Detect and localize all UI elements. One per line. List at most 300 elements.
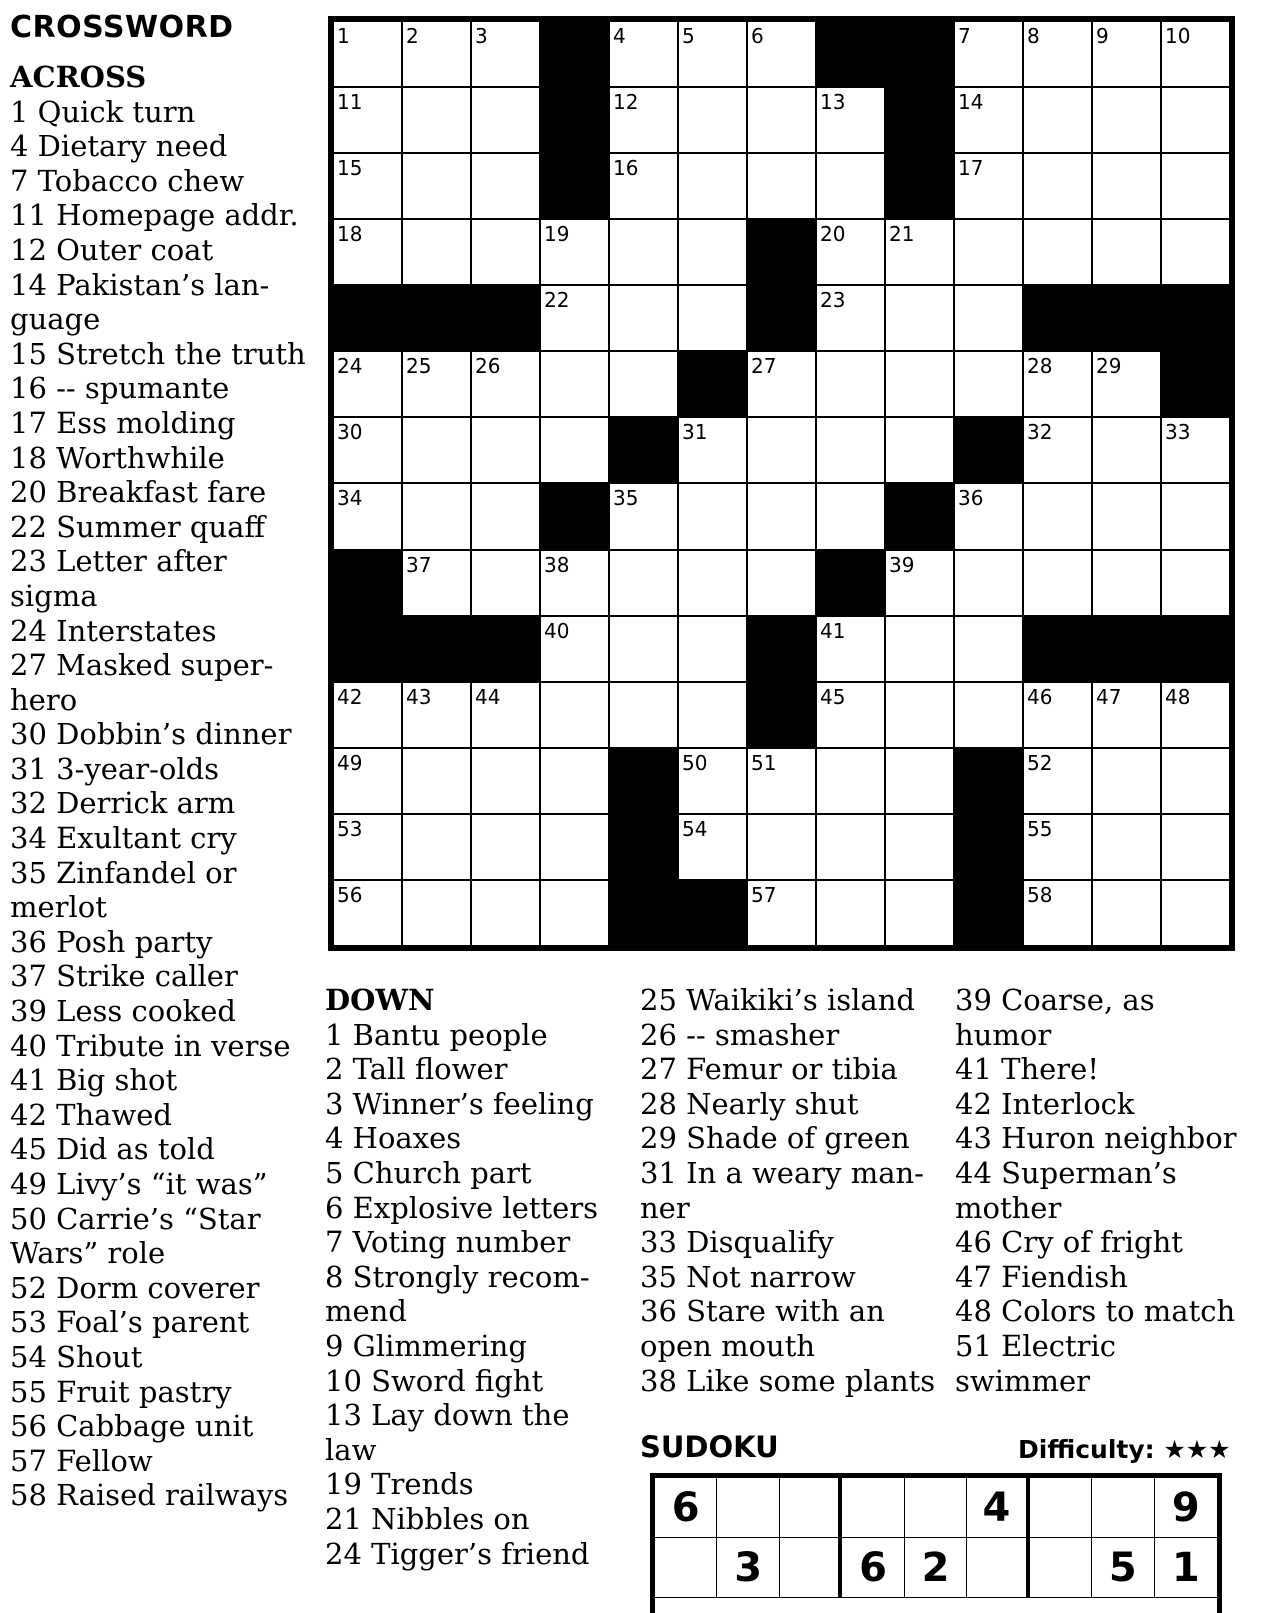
grid-cell[interactable] bbox=[955, 484, 1022, 548]
black-square bbox=[748, 220, 815, 284]
grid-cell[interactable] bbox=[334, 484, 401, 548]
grid-cell[interactable] bbox=[1093, 484, 1160, 548]
grid-cell[interactable] bbox=[817, 418, 884, 482]
grid-cell[interactable] bbox=[955, 352, 1022, 416]
grid-cell[interactable] bbox=[1024, 815, 1091, 879]
clue-item: 31 In a weary man- ner bbox=[640, 1155, 924, 1225]
black-square bbox=[817, 22, 884, 86]
clue-item: 2 Tall flower bbox=[325, 1052, 508, 1087]
grid-cell[interactable] bbox=[1093, 551, 1160, 615]
grid-cell[interactable] bbox=[403, 484, 470, 548]
clue-item: 39 Less cooked bbox=[10, 994, 236, 1029]
clue-item: 51 Electric swimmer bbox=[955, 1328, 1117, 1398]
grid-cell[interactable] bbox=[1162, 881, 1229, 945]
grid-cell[interactable] bbox=[403, 551, 470, 615]
sudoku-cell: 9 bbox=[1155, 1478, 1217, 1538]
black-square bbox=[748, 683, 815, 747]
clue-number: 38 bbox=[544, 552, 570, 577]
grid-cell[interactable] bbox=[403, 881, 470, 945]
grid-cell[interactable] bbox=[1093, 154, 1160, 218]
grid-cell[interactable] bbox=[1162, 749, 1229, 813]
clue-item: 17 Ess molding bbox=[10, 405, 236, 440]
grid-cell[interactable] bbox=[1024, 881, 1091, 945]
black-square bbox=[886, 88, 953, 152]
grid-cell[interactable] bbox=[334, 418, 401, 482]
grid-cell[interactable] bbox=[886, 352, 953, 416]
clue-item: 55 Fruit pastry bbox=[10, 1374, 232, 1409]
clue-item: 3 Winner’s feeling bbox=[325, 1086, 594, 1121]
clue-number: 14 bbox=[958, 90, 984, 115]
grid-cell[interactable] bbox=[886, 815, 953, 879]
grid-cell[interactable] bbox=[334, 815, 401, 879]
grid-cell[interactable] bbox=[679, 683, 746, 747]
grid-cell[interactable] bbox=[679, 418, 746, 482]
grid-cell[interactable] bbox=[955, 154, 1022, 218]
sudoku-cell: 6 bbox=[655, 1478, 717, 1538]
black-square bbox=[1024, 617, 1091, 681]
black-square bbox=[817, 551, 884, 615]
clue-number: 16 bbox=[613, 156, 639, 181]
down-clue-list-1 bbox=[325, 1018, 625, 1572]
clue-item: 10 Sword fight bbox=[325, 1363, 544, 1398]
clue-number: 3 bbox=[475, 24, 488, 48]
grid-cell[interactable] bbox=[817, 617, 884, 681]
clue-item: 54 Shout bbox=[10, 1339, 143, 1374]
black-square bbox=[748, 286, 815, 350]
grid-cell[interactable] bbox=[403, 154, 470, 218]
grid-cell[interactable] bbox=[817, 286, 884, 350]
grid-cell[interactable] bbox=[1162, 22, 1229, 86]
clue-item: 58 Raised railways bbox=[10, 1478, 289, 1513]
grid-cell[interactable] bbox=[817, 881, 884, 945]
black-square bbox=[334, 617, 401, 681]
clue-number: 42 bbox=[337, 684, 363, 709]
grid-cell[interactable] bbox=[817, 484, 884, 548]
grid-cell[interactable] bbox=[886, 418, 953, 482]
grid-cell[interactable] bbox=[1162, 220, 1229, 284]
grid-cell[interactable] bbox=[610, 88, 677, 152]
clue-number: 52 bbox=[1027, 750, 1053, 775]
black-square bbox=[1093, 617, 1160, 681]
sudoku-cell[interactable] bbox=[655, 1538, 717, 1598]
grid-cell[interactable] bbox=[1162, 88, 1229, 152]
grid-cell[interactable] bbox=[1162, 484, 1229, 548]
clue-item: 42 Thawed bbox=[10, 1097, 172, 1132]
clue-item: 6 Explosive letters bbox=[325, 1190, 599, 1225]
grid-cell[interactable] bbox=[955, 88, 1022, 152]
clue-number: 44 bbox=[475, 684, 501, 709]
sudoku-cell[interactable] bbox=[842, 1478, 904, 1538]
grid-cell[interactable] bbox=[679, 815, 746, 879]
down-clues-column-1 bbox=[325, 983, 625, 1571]
grid-cell[interactable] bbox=[955, 551, 1022, 615]
sudoku-cell[interactable] bbox=[1030, 1538, 1092, 1598]
clue-number: 34 bbox=[337, 486, 363, 511]
crossword-grid bbox=[328, 16, 1235, 951]
sudoku-cell[interactable] bbox=[780, 1538, 842, 1598]
clue-item: 23 Letter after sigma bbox=[10, 544, 227, 613]
grid-cell[interactable] bbox=[955, 683, 1022, 747]
grid-cell[interactable] bbox=[1024, 484, 1091, 548]
clue-item: 1 Quick turn bbox=[10, 94, 196, 129]
clue-item: 18 Worthwhile bbox=[10, 440, 225, 475]
clue-item: 27 Femur or tibia bbox=[640, 1052, 898, 1087]
grid-cell[interactable] bbox=[748, 88, 815, 152]
clue-item: 7 Voting number bbox=[325, 1225, 571, 1260]
crossword-title: CROSSWORD bbox=[10, 10, 234, 45]
black-square bbox=[403, 286, 470, 350]
grid-cell[interactable] bbox=[1162, 154, 1229, 218]
grid-cell[interactable] bbox=[472, 815, 539, 879]
grid-cell[interactable] bbox=[472, 88, 539, 152]
clue-number: 33 bbox=[1165, 420, 1191, 445]
black-square bbox=[955, 749, 1022, 813]
grid-cell[interactable] bbox=[472, 154, 539, 218]
grid-cell[interactable] bbox=[679, 484, 746, 548]
clue-item: 24 Tigger’s friend bbox=[325, 1536, 590, 1571]
grid-cell[interactable] bbox=[610, 484, 677, 548]
grid-cell[interactable] bbox=[334, 683, 401, 747]
black-square bbox=[610, 418, 677, 482]
clue-number: 30 bbox=[337, 420, 363, 445]
grid-cell[interactable] bbox=[1162, 815, 1229, 879]
clue-number: 29 bbox=[1096, 354, 1122, 379]
grid-cell[interactable] bbox=[541, 352, 608, 416]
clue-item: 4 Dietary need bbox=[10, 129, 228, 164]
grid-cell[interactable] bbox=[748, 551, 815, 615]
black-square bbox=[955, 815, 1022, 879]
grid-cell[interactable] bbox=[748, 352, 815, 416]
clue-number: 28 bbox=[1027, 354, 1053, 379]
grid-cell[interactable] bbox=[955, 617, 1022, 681]
grid-cell[interactable] bbox=[1093, 22, 1160, 86]
grid-cell[interactable] bbox=[1162, 551, 1229, 615]
clue-number: 6 bbox=[751, 24, 764, 48]
clue-number: 43 bbox=[406, 684, 432, 709]
grid-cell[interactable] bbox=[748, 154, 815, 218]
grid-cell[interactable] bbox=[886, 683, 953, 747]
sudoku-title: SUDOKU bbox=[640, 1430, 779, 1464]
grid-cell[interactable] bbox=[541, 551, 608, 615]
grid-cell[interactable] bbox=[472, 749, 539, 813]
grid-cell[interactable] bbox=[817, 815, 884, 879]
grid-cell[interactable] bbox=[1024, 683, 1091, 747]
grid-cell[interactable] bbox=[472, 352, 539, 416]
grid-cell[interactable] bbox=[817, 220, 884, 284]
black-square bbox=[334, 551, 401, 615]
grid-cell[interactable] bbox=[955, 22, 1022, 86]
clue-item: 12 Outer coat bbox=[10, 232, 214, 267]
clue-item: 48 Colors to match bbox=[955, 1294, 1236, 1329]
clue-item: 30 Dobbin’s dinner bbox=[10, 717, 292, 752]
grid-cell[interactable] bbox=[472, 22, 539, 86]
black-square bbox=[955, 418, 1022, 482]
sudoku-cell: 5 bbox=[1092, 1538, 1154, 1598]
clue-item: 46 Cry of fright bbox=[955, 1225, 1183, 1260]
clue-item: 44 Superman’s mother bbox=[955, 1155, 1177, 1225]
grid-cell[interactable] bbox=[472, 551, 539, 615]
black-square bbox=[334, 286, 401, 350]
grid-cell[interactable] bbox=[1024, 551, 1091, 615]
clue-number: 35 bbox=[613, 486, 639, 511]
grid-cell[interactable] bbox=[610, 617, 677, 681]
grid-cell[interactable] bbox=[748, 418, 815, 482]
clue-number: 45 bbox=[820, 684, 846, 709]
black-square bbox=[610, 881, 677, 945]
grid-cell[interactable] bbox=[334, 154, 401, 218]
clue-number: 36 bbox=[958, 486, 984, 511]
grid-cell[interactable] bbox=[541, 815, 608, 879]
grid-cell[interactable] bbox=[610, 683, 677, 747]
clue-item: 25 Waikiki’s island bbox=[640, 983, 915, 1017]
black-square bbox=[472, 286, 539, 350]
clue-item: 26 -- smasher bbox=[640, 1017, 840, 1052]
clue-number: 48 bbox=[1165, 684, 1191, 709]
grid-cell[interactable] bbox=[541, 749, 608, 813]
clue-item: 28 Nearly shut bbox=[640, 1086, 859, 1121]
grid-cell[interactable] bbox=[886, 220, 953, 284]
black-square bbox=[1093, 286, 1160, 350]
grid-cell[interactable] bbox=[403, 88, 470, 152]
clue-item: 45 Did as told bbox=[10, 1132, 215, 1167]
clue-number: 2 bbox=[406, 24, 419, 48]
clue-item: 24 Interstates bbox=[10, 613, 217, 648]
grid-cell[interactable] bbox=[1024, 749, 1091, 813]
grid-cell[interactable] bbox=[334, 88, 401, 152]
grid-cell[interactable] bbox=[679, 220, 746, 284]
clue-item: 16 -- spumante bbox=[10, 371, 230, 406]
clue-number: 1 bbox=[337, 24, 350, 48]
clue-item: 27 Masked super- hero bbox=[10, 648, 274, 717]
grid-cell[interactable] bbox=[817, 749, 884, 813]
clue-number: 46 bbox=[1027, 684, 1053, 709]
grid-cell[interactable] bbox=[403, 220, 470, 284]
grid-cell[interactable] bbox=[1162, 418, 1229, 482]
clue-item: 35 Not narrow bbox=[640, 1259, 856, 1294]
grid-cell[interactable] bbox=[679, 617, 746, 681]
down-clue-list-3 bbox=[955, 983, 1255, 1398]
grid-cell[interactable] bbox=[748, 22, 815, 86]
grid-cell[interactable] bbox=[886, 551, 953, 615]
grid-cell[interactable] bbox=[886, 749, 953, 813]
grid-cell[interactable] bbox=[1024, 88, 1091, 152]
clue-number: 55 bbox=[1027, 816, 1053, 841]
sudoku-cell[interactable] bbox=[1030, 1478, 1092, 1538]
clue-number: 15 bbox=[337, 156, 363, 181]
clue-item: 7 Tobacco chew bbox=[10, 163, 245, 198]
clue-number: 32 bbox=[1027, 420, 1053, 445]
clue-number: 24 bbox=[337, 354, 363, 379]
clue-item: 39 Coarse, as humor bbox=[955, 983, 1155, 1052]
grid-cell[interactable] bbox=[1093, 881, 1160, 945]
grid-cell[interactable] bbox=[748, 815, 815, 879]
grid-cell[interactable] bbox=[334, 881, 401, 945]
grid-cell[interactable] bbox=[817, 88, 884, 152]
grid-cell[interactable] bbox=[886, 286, 953, 350]
clue-item: 1 Bantu people bbox=[325, 1017, 548, 1052]
black-square bbox=[403, 617, 470, 681]
black-square bbox=[541, 484, 608, 548]
grid-cell[interactable] bbox=[1024, 154, 1091, 218]
clue-item: 20 Breakfast fare bbox=[10, 475, 267, 510]
clue-item: 38 Like some plants bbox=[640, 1363, 936, 1398]
clue-number: 5 bbox=[682, 24, 695, 48]
grid-cell[interactable] bbox=[403, 22, 470, 86]
grid-cell[interactable] bbox=[886, 881, 953, 945]
black-square bbox=[472, 617, 539, 681]
black-square bbox=[679, 352, 746, 416]
black-square bbox=[1162, 286, 1229, 350]
clue-number: 18 bbox=[337, 222, 363, 247]
grid-cell[interactable] bbox=[817, 154, 884, 218]
grid-cell[interactable] bbox=[610, 154, 677, 218]
grid-cell[interactable] bbox=[817, 683, 884, 747]
clue-number: 40 bbox=[544, 618, 570, 643]
down-clues-column-2 bbox=[640, 983, 940, 1398]
clue-item: 47 Fiendish bbox=[955, 1259, 1128, 1294]
black-square bbox=[886, 154, 953, 218]
grid-cell[interactable] bbox=[679, 154, 746, 218]
grid-cell[interactable] bbox=[886, 617, 953, 681]
grid-cell[interactable] bbox=[1093, 220, 1160, 284]
grid-cell[interactable] bbox=[610, 352, 677, 416]
black-square bbox=[748, 617, 815, 681]
grid-cell[interactable] bbox=[1024, 352, 1091, 416]
sudoku-cell: 1 bbox=[1155, 1538, 1217, 1598]
grid-cell[interactable] bbox=[541, 286, 608, 350]
grid-cell[interactable] bbox=[817, 352, 884, 416]
grid-cell[interactable] bbox=[541, 617, 608, 681]
grid-cell[interactable] bbox=[748, 749, 815, 813]
clue-item: 32 Derrick arm bbox=[10, 786, 236, 821]
grid-cell[interactable] bbox=[1093, 352, 1160, 416]
clue-item: 57 Fellow bbox=[10, 1443, 153, 1478]
clue-item: 43 Huron neighbor bbox=[955, 1121, 1237, 1156]
grid-cell[interactable] bbox=[610, 220, 677, 284]
grid-cell[interactable] bbox=[610, 286, 677, 350]
grid-cell[interactable] bbox=[403, 749, 470, 813]
grid-cell[interactable] bbox=[334, 220, 401, 284]
grid-cell[interactable] bbox=[472, 418, 539, 482]
grid-cell[interactable] bbox=[679, 22, 746, 86]
grid-cell[interactable] bbox=[541, 683, 608, 747]
clue-number: 39 bbox=[889, 552, 915, 577]
clue-item: 40 Tribute in verse bbox=[10, 1028, 291, 1063]
clue-number: 57 bbox=[751, 882, 777, 907]
grid-cell[interactable] bbox=[403, 683, 470, 747]
grid-cell[interactable] bbox=[748, 484, 815, 548]
clue-number: 4 bbox=[613, 24, 626, 48]
clue-item: 37 Strike caller bbox=[10, 959, 238, 994]
grid-cell[interactable] bbox=[334, 749, 401, 813]
sudoku-cell[interactable] bbox=[717, 1478, 779, 1538]
grid-cell[interactable] bbox=[1024, 220, 1091, 284]
sudoku-cell[interactable] bbox=[967, 1538, 1029, 1598]
grid-cell[interactable] bbox=[472, 881, 539, 945]
clue-item: 42 Interlock bbox=[955, 1086, 1135, 1121]
sudoku-cell[interactable] bbox=[1092, 1478, 1154, 1538]
grid-cell[interactable] bbox=[955, 220, 1022, 284]
clue-number: 25 bbox=[406, 354, 432, 379]
grid-cell[interactable] bbox=[1093, 88, 1160, 152]
sudoku-difficulty: Difficulty: ★★★ bbox=[1018, 1435, 1231, 1464]
sudoku-cell[interactable] bbox=[905, 1478, 967, 1538]
clue-item: 34 Exultant cry bbox=[10, 821, 237, 856]
clue-number: 58 bbox=[1027, 882, 1053, 907]
sudoku-cell[interactable] bbox=[780, 1478, 842, 1538]
grid-cell[interactable] bbox=[748, 881, 815, 945]
clue-item: 50 Carrie’s “Star Wars” role bbox=[10, 1201, 261, 1271]
grid-cell[interactable] bbox=[1093, 683, 1160, 747]
grid-cell[interactable] bbox=[679, 286, 746, 350]
down-clue-list-2 bbox=[640, 983, 940, 1398]
grid-cell[interactable] bbox=[1093, 815, 1160, 879]
clue-number: 27 bbox=[751, 354, 777, 379]
grid-cell[interactable] bbox=[541, 220, 608, 284]
grid-cell[interactable] bbox=[541, 418, 608, 482]
across-clue-list bbox=[10, 95, 310, 1513]
clue-number: 54 bbox=[682, 816, 708, 841]
black-square bbox=[1162, 617, 1229, 681]
grid-cell[interactable] bbox=[334, 22, 401, 86]
grid-cell[interactable] bbox=[403, 418, 470, 482]
clue-item: 14 Pakistan’s lan- guage bbox=[10, 267, 270, 337]
grid-cell[interactable] bbox=[403, 352, 470, 416]
grid-cell[interactable] bbox=[403, 815, 470, 879]
grid-cell[interactable] bbox=[610, 22, 677, 86]
black-square bbox=[610, 815, 677, 879]
clue-number: 10 bbox=[1165, 24, 1191, 48]
sudoku-cell: 4 bbox=[967, 1478, 1029, 1538]
grid-cell[interactable] bbox=[610, 551, 677, 615]
grid-cell[interactable] bbox=[679, 88, 746, 152]
grid-cell[interactable] bbox=[1024, 418, 1091, 482]
grid-cell[interactable] bbox=[541, 881, 608, 945]
grid-cell[interactable] bbox=[472, 220, 539, 284]
grid-cell[interactable] bbox=[1024, 22, 1091, 86]
clue-item: 41 There! bbox=[955, 1052, 1099, 1087]
clue-item: 8 Strongly recom- mend bbox=[325, 1259, 590, 1329]
clue-number: 51 bbox=[751, 750, 777, 775]
clue-item: 52 Dorm coverer bbox=[10, 1270, 260, 1305]
black-square bbox=[955, 881, 1022, 945]
clue-item: 15 Stretch the truth bbox=[10, 336, 306, 371]
grid-cell[interactable] bbox=[1093, 418, 1160, 482]
black-square bbox=[541, 88, 608, 152]
clue-number: 8 bbox=[1027, 24, 1040, 48]
grid-cell[interactable] bbox=[334, 352, 401, 416]
clue-number: 41 bbox=[820, 618, 846, 643]
grid-cell[interactable] bbox=[472, 683, 539, 747]
clue-item: 4 Hoaxes bbox=[325, 1121, 462, 1156]
down-heading: DOWN bbox=[325, 983, 435, 1017]
clue-item: 41 Big shot bbox=[10, 1063, 178, 1098]
clue-item: 21 Nibbles on bbox=[325, 1501, 530, 1536]
clue-number: 56 bbox=[337, 882, 363, 907]
clue-item: 22 Summer quaff bbox=[10, 509, 266, 544]
grid-cell[interactable] bbox=[679, 749, 746, 813]
clue-number: 9 bbox=[1096, 24, 1109, 48]
grid-cell[interactable] bbox=[472, 484, 539, 548]
clue-item: 36 Posh party bbox=[10, 924, 213, 959]
grid-cell[interactable] bbox=[679, 551, 746, 615]
clue-number: 22 bbox=[544, 288, 570, 313]
grid-cell[interactable] bbox=[955, 286, 1022, 350]
clue-number: 17 bbox=[958, 156, 984, 181]
black-square bbox=[679, 881, 746, 945]
grid-cell[interactable] bbox=[1162, 683, 1229, 747]
grid-cell[interactable] bbox=[1093, 749, 1160, 813]
